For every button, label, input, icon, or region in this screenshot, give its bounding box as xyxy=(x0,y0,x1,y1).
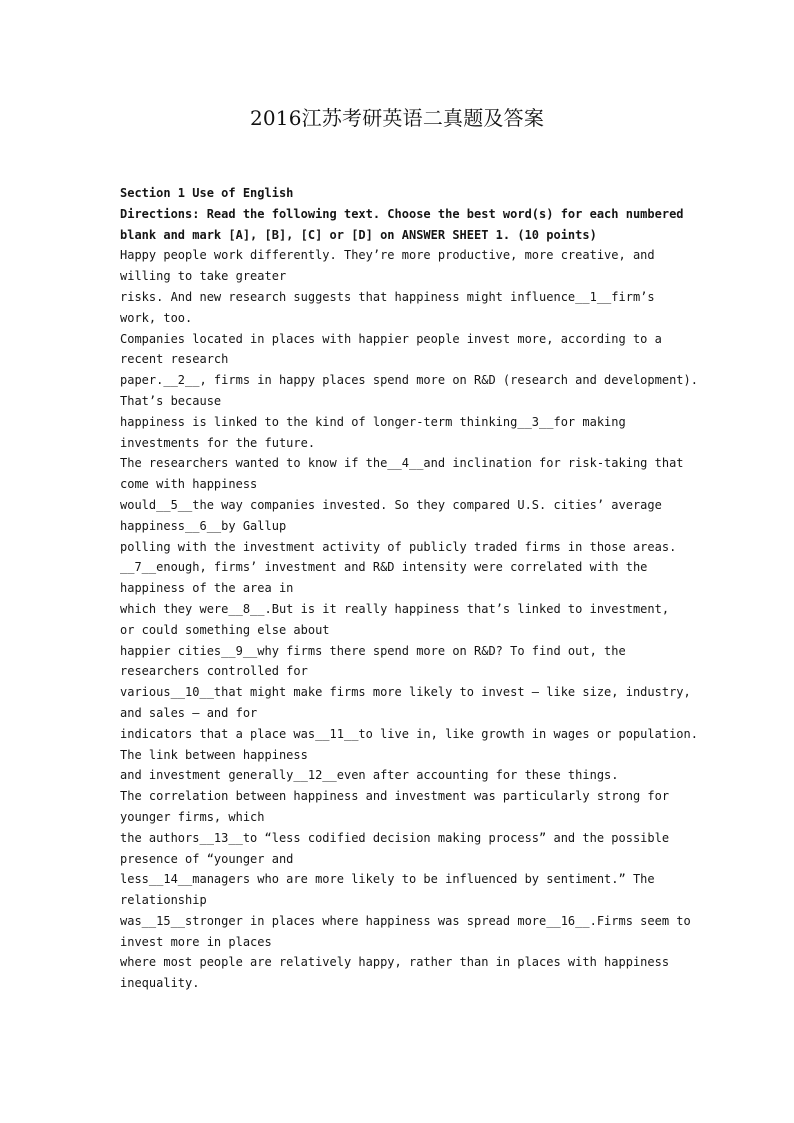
passage-line: was__15__stronger in places where happiness was spread more__16__.Firms seem to xyxy=(120,913,691,928)
passage-line: The link between happiness xyxy=(120,747,308,762)
passage-line: presence of “younger and xyxy=(120,851,294,866)
passage-line: Companies located in places with happier people invest more, according to a xyxy=(120,331,662,346)
passage-line: That’s because xyxy=(120,393,222,408)
passage-line: recent research xyxy=(120,352,229,367)
passage-line: and sales – and for xyxy=(120,705,258,720)
passage-line: willing to take greater xyxy=(120,269,287,284)
passage-line: and investment generally__12__even after accounting for these things. xyxy=(120,768,619,783)
directions-line: Directions: Read the following text. Choose the best word(s) for each numbered xyxy=(120,206,684,221)
passage-line: The researchers wanted to know if the__4__and inclination for risk-taking that xyxy=(120,456,684,471)
passage-line: The correlation between happiness and investment was particularly strong for xyxy=(120,789,670,804)
passage-line: __7__enough, firms’ investment and R&D intensity were correlated with the xyxy=(120,560,648,575)
passage-line: or could something else about xyxy=(120,622,330,637)
passage-line: where most people are relatively happy, rather than in places with happiness xyxy=(120,955,670,970)
passage-line: come with happiness xyxy=(120,477,258,492)
passage-line: invest more in places xyxy=(120,934,272,949)
passage-line: younger firms, which xyxy=(120,809,265,824)
passage-line: less__14__managers who are more likely to be influenced by sentiment.” The xyxy=(120,872,655,887)
passage-line: happier cities__9__why firms there spend more on R&D? To find out, the xyxy=(120,643,626,658)
passage-line: polling with the investment activity of publicly traded firms in those areas. xyxy=(120,539,677,554)
passage-line: researchers controlled for xyxy=(120,664,308,679)
passage-line: happiness__6__by Gallup xyxy=(120,518,287,533)
passage-line: various__10__that might make firms more likely to invest – like size, industry, xyxy=(120,685,691,700)
passage-line: investments for the future. xyxy=(120,435,316,450)
passage-line: inequality. xyxy=(120,976,200,991)
directions-line: blank and mark [A], [B], [C] or [D] on ANSWER SHEET 1. (10 points) xyxy=(120,227,597,242)
passage-line: the authors__13__to “less codified decision making process” and the possible xyxy=(120,830,670,845)
document-body xyxy=(120,183,698,994)
passage-line: would__5__the way companies invested. So they compared U.S. cities’ average xyxy=(120,497,662,512)
passage-line: happiness is linked to the kind of longer-term thinking__3__for making xyxy=(120,414,626,429)
passage-line: work, too. xyxy=(120,310,193,325)
passage-line: paper.__2__, firms in happy places spend more on R&D (research and development). xyxy=(120,373,698,388)
passage-line: indicators that a place was__11__to live in, like growth in wages or population. xyxy=(120,726,698,741)
passage-line: which they were__8__.But is it really happiness that’s linked to investment, xyxy=(120,601,670,616)
passage-line: relationship xyxy=(120,893,207,908)
passage-line: risks. And new research suggests that happiness might influence__1__firm’s xyxy=(120,289,655,304)
passage-line: happiness of the area in xyxy=(120,581,294,596)
page-title: 2016江苏考研英语二真题及答案 xyxy=(249,106,545,130)
passage-line: Happy people work differently. They’re more productive, more creative, and xyxy=(120,248,655,263)
section-heading: Section 1 Use of English xyxy=(120,186,294,200)
